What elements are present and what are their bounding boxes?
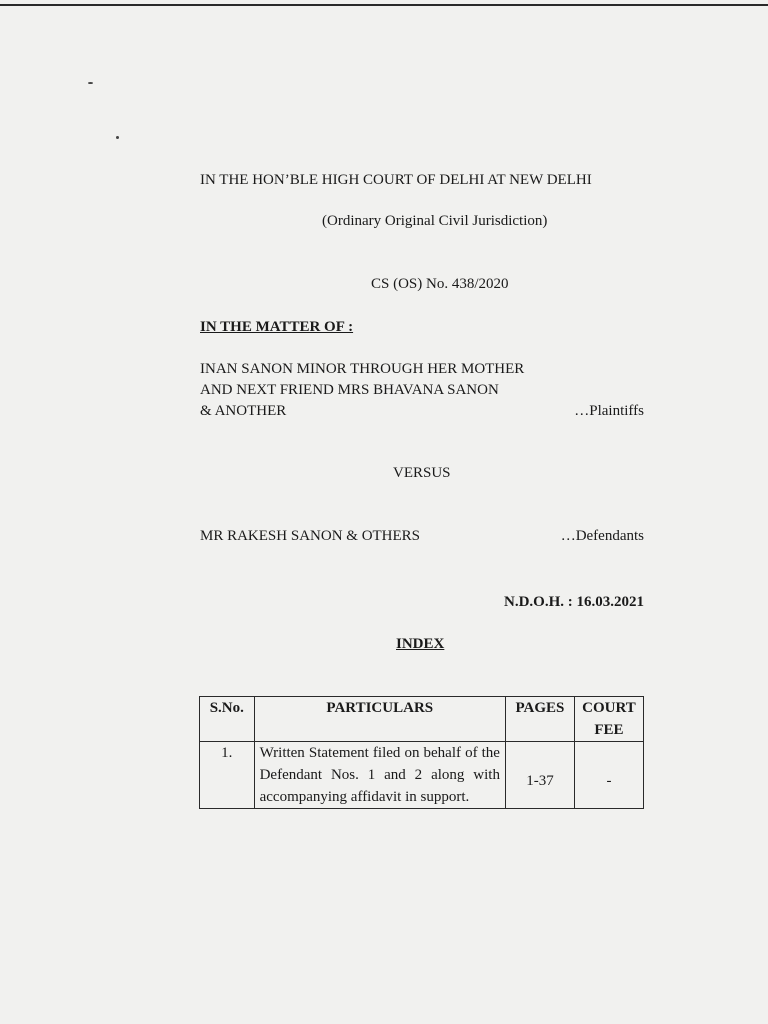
case-number: CS (OS) No. 438/2020 — [371, 276, 509, 292]
index-table — [199, 696, 644, 809]
plaintiff-line: INAN SANON MINOR THROUGH HER MOTHER — [200, 361, 525, 377]
row-particulars: Written Statement filed on behalf of the Defendant Nos. 1 and 2 along with accompanying affidavit in support. — [254, 742, 505, 809]
index-title: INDEX — [396, 636, 445, 652]
defendant-role: …Defendants — [560, 528, 644, 544]
header-particulars: PARTICULARS — [254, 697, 505, 742]
scan-speck — [88, 82, 93, 84]
row-court-fee: - — [574, 742, 643, 809]
plaintiff-line: & ANOTHER — [200, 403, 287, 419]
header-pages: PAGES — [505, 697, 574, 742]
scan-border-line — [0, 4, 768, 6]
header-sno: S.No. — [200, 697, 255, 742]
table-row — [200, 742, 644, 809]
scan-speck — [116, 136, 119, 139]
jurisdiction-line: (Ordinary Original Civil Jurisdiction) — [322, 213, 548, 229]
ndoh-date: N.D.O.H. : 16.03.2021 — [504, 594, 644, 610]
row-pages: 1-37 — [505, 742, 574, 809]
matter-label: IN THE MATTER OF : — [200, 319, 354, 335]
defendant-name: MR RAKESH SANON & OTHERS — [200, 528, 421, 544]
header-court-fee: COURT FEE — [574, 697, 643, 742]
versus-label: VERSUS — [393, 465, 451, 481]
plaintiff-line: AND NEXT FRIEND MRS BHAVANA SANON — [200, 382, 499, 398]
court-heading: IN THE HON’BLE HIGH COURT OF DELHI AT NEW DELHI — [200, 172, 592, 188]
plaintiff-role: …Plaintiffs — [574, 403, 644, 419]
row-sno: 1. — [200, 742, 255, 809]
table-header-row — [200, 697, 644, 742]
